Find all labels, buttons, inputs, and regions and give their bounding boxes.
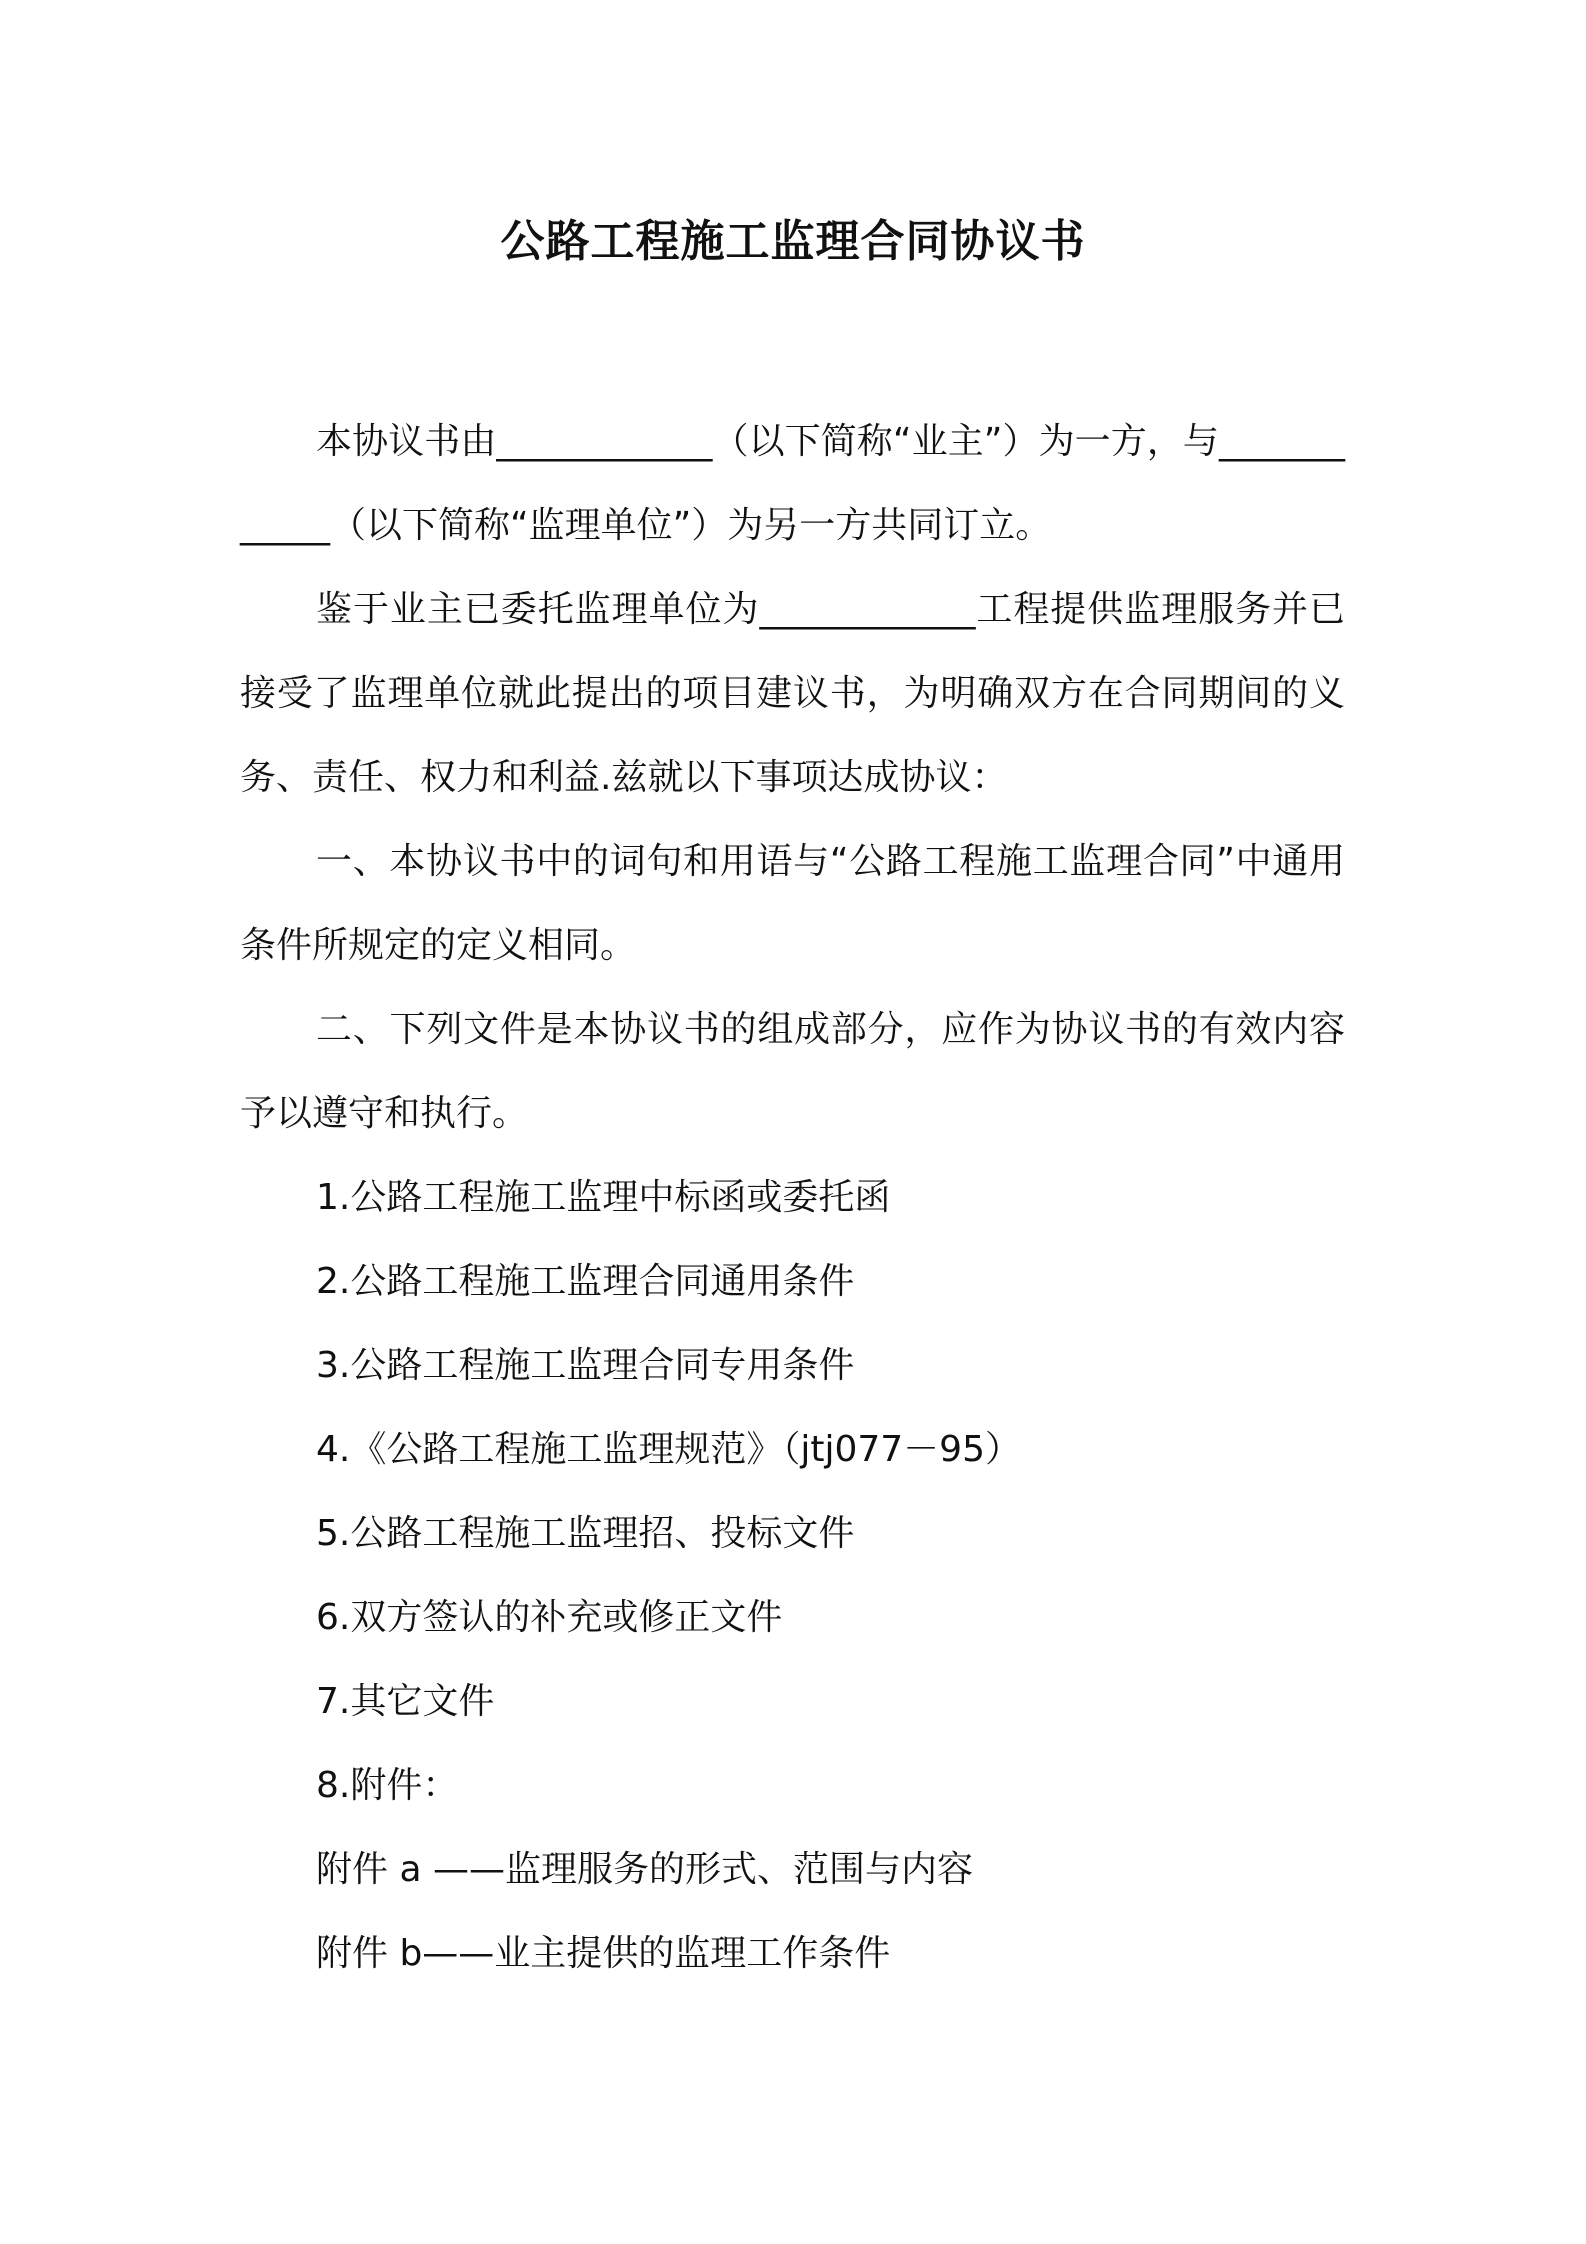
list-item: 1.公路工程施工监理中标函或委托函 bbox=[316, 1177, 891, 1218]
list-item: 7.其它文件 bbox=[316, 1681, 495, 1722]
list-item: 5.公路工程施工监理招、投标文件 bbox=[316, 1513, 855, 1554]
list-item: 附件 b——业主提供的监理工作条件 bbox=[316, 1933, 891, 1974]
paragraph-clause-2: 二、下列文件是本协议书的组成部分，应作为协议书的有效内容予以遵守和执行。 bbox=[240, 1009, 1345, 1134]
document-body bbox=[240, 400, 1345, 1996]
list-item: 3.公路工程施工监理合同专用条件 bbox=[316, 1345, 855, 1386]
list-item: 2.公路工程施工监理合同通用条件 bbox=[316, 1261, 855, 1302]
paragraph-clause-1: 一、本协议书中的词句和用语与“公路工程施工监理合同”中通用条件所规定的定义相同。 bbox=[240, 841, 1345, 966]
document-title: 公路工程施工监理合同协议书 bbox=[500, 216, 1086, 267]
list-item: 8.附件： bbox=[316, 1765, 459, 1806]
paragraph-whereas: 鉴于业主已委托监理单位为____________工程提供监理服务并已接受了监理单位就此提出的项目建议书，为明确双方在合同期间的义务、责任、权力和利益.兹就以下事项达成协议： bbox=[240, 589, 1345, 798]
list-item: 附件 a ——监理服务的形式、范围与内容 bbox=[316, 1849, 973, 1890]
paragraph-parties: 本协议书由____________（以下简称“业主”）为一方，与____________（以下简称“监理单位”）为另一方共同订立。 bbox=[240, 421, 1345, 546]
list-item: 4.《公路工程施工监理规范》（jtj077－95） bbox=[316, 1429, 1021, 1470]
list-item: 6.双方签认的补充或修正文件 bbox=[316, 1597, 783, 1638]
